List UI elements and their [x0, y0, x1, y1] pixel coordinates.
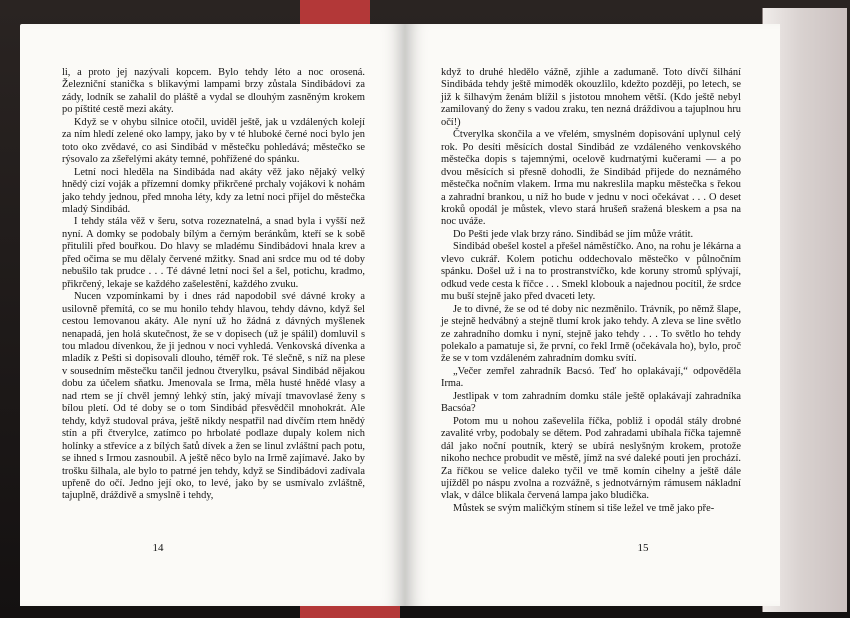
book-cover-edge-red-top [300, 0, 370, 24]
paragraph: Když se v ohybu silnice otočil, uviděl ještě, jak u vzdálených kolejí za ním hledí zelené oko lampy, jako by v té hluboké černé noci bylo jen toto oko zvědavé, co asi Sindibád v městečku pohledává; městečko se rýsovalo za zšeřelými akáty temné, pohřížené do spánku. [62, 116, 365, 166]
paragraph: Můstek se svým maličkým stínem si tiše ležel ve tmě jako pře- [453, 502, 715, 514]
right-page [405, 24, 780, 606]
paragraph: I tehdy stála věž v šeru, sotva rozeznatelná, a snad byla i vyšší než nyní. A domky se podobaly bílým a černým beránkům, kteří se k sobě přitulili před bouřkou. Do hlavy se mladému Sindibádovi hnala krev a před očima se mu dělaly červené mžitky. Snad ani srdce mu od té doby nebušilo tak prudce . . . Té dávné letní noci šel a šel, potichu, kradmo, přikrčený, lekaje se každého zašelestění, každého zvuku. [62, 216, 365, 290]
book-cover-edge-red-bottom [300, 606, 400, 618]
paragraph: Čtverylka skončila a ve vřelém, smyslném dopisování uplynul celý rok. Po desíti měsících dostal Sindibád ze vzdáleného venkovského městečka dopis s tajemnými, ocelově kudrnatými kučerami — a po dvou měsících si přesně dohodli, že Sindibád přijede do neznámého městečka nočním vlakem. Irma mu nakreslila mapku městečka s řekou a zahradní brankou, u níž ho bude v jednu v noci očekávat . . . O deset kroků opodál je můstek, vlevo stará hrušeň sražená bleskem a psa na noc uváže. [441, 129, 741, 228]
paragraph: Jestlipak v tom zahradním domku stále ještě oplakávají zahradníka Bacsóa? [441, 390, 741, 415]
page-number: 14 [152, 542, 164, 554]
paragraph: li, a proto jej nazývali kopcem. Bylo tehdy léto a noc orosená. Železniční stanička s blikavými lampami brzy zůstala Sindibádovi za zády, lodník se zahalil do pláště a vydal se dlouhým zasněným krokem po píštité cestě mezi akáty. [62, 67, 365, 116]
left-page [20, 24, 405, 606]
left-page-text [62, 67, 365, 503]
right-page-text [441, 67, 741, 515]
page-number: 15 [637, 542, 649, 554]
paragraph: Sindibád obešel kostel a přešel náměstíčko. Ano, na rohu je lékárna a vlevo cukrář. Kolem potichu oddechovalo městečko v půlnočním spánku. Došel už i na to prostranstvíčko, kde koruny stromů splývají, odkud vede cesta k říčce . . . Smekl klobouk a najednou pocítil, že srdce mu buší stejně jako před dvaceti lety. [441, 241, 741, 303]
paragraph: Nucen vzpomínkami by i dnes rád napodobil své dávné kroky a usilovně přemítá, co se mu honilo tehdy hlavou, tehdy dávno, když šel cestou lemovanou akáty. Ale nyní už ho žádná z dávných myšlenek nenapadá, jen holá skutečnost, že se v dopisech (už je spálil) domluvil s tou mladou dívenkou, že ji jednou v noci vyhledá. Venkovská dívenka a mladík z Pešti si dopisovali dlouho, téměř rok. Té slečně, s níž na plese v sousedním městečku tančil jednou čtverylku, psával Sindibád nějakou dobu za účelem sňatku. Jmenovala se Irma, měla husté hnědé vlasy a nad rtem se jí chvěl jemný lehký stín, jaký mívají tmavovlasé ženy s bílou pletí. Od té doby se o tom Sindibád přesvědčil mnohokrát. Ale tehdy, když studoval práva, ještě nikdy nespatřil nad dívčím rtem hnědý stín a při čtverylce, zatímco po hrbolaté podlaze dupaly kolem nich holínky a střevíce a z bílých šatů dívek a žen se linul zvláštní pach potu, se ihned s Irmou zasnoubil. A ještě něco bylo na Irmě zajímavé. Jako by trošku šilhala, ale bylo to patrné jen tehdy, když se Sindibádovi zadívala upřeně do očí. Jedno její oko, to levé, jako by se usmívalo zvláštně, tajuplně, dráždivě a smyslně i tehdy, [62, 291, 365, 502]
paragraph: „Večer zemřel zahradník Bacsó. Teď ho oplakávají,“ odpověděla Irma. [441, 365, 741, 390]
paragraph: když to druhé hledělo vážně, zjihle a zadumaně. Toto dívčí šilhání Sindibáda tehdy ještě mimoděk okouzlilo, kdežto později, po letech, se již k šilhavým ženám blížil s jistotou mnohem větší. (Kdo ještě nebyl zamilovaný do ženy s vadou zraku, ten nezná dráždivou a tajuplnou hru očí!) [441, 67, 741, 128]
paragraph: Do Pešti jede vlak brzy ráno. Sindibád se jím může vrátit. [453, 228, 694, 240]
paragraph: Je to divné, že se od té doby nic nezměnilo. Trávník, po němž šlape, je stejně hedvábný a stejně tlumí krok jako tehdy. A zleva se line světlo ze zahradního domku i nyní, stejně jako tehdy . . . To světlo ho tehdy polekalo a pamatuje si, že první, co řekl Irmě (očekávala ho), bylo, proč že se v tom vzdáleném zahradním domku svítí. [441, 303, 741, 365]
paragraph: Potom mu u nohou zaševelila říčka, pobliž i opodál stály drobné zavalité vrby, podobaly se dětem. Pod zahradami ubíhala říčka tajemně dál jako noční poutník, který se ubírá neslyšným krokem, protože nikoho nechce probudit ve městě, jímž na své daleké pouti jen prochází. Za říčkou se velice daleko tyčil ve tmě komín cihelny a ještě dále ujížděl po náspu zvolna a rozvážně, s jednotvárným rámusem nákladní vlak, v dálce blikala červená lampa jako bludička. [441, 415, 741, 502]
paragraph: Letní noci hleděla na Sindibáda nad akáty věž jako nějaký velký hnědý cizí voják a přízemní domky přikrčené prchaly vojákovi k nohám jako tehdy jednou, před mnoha léty, kdy za letní noci přijel do městečka mladý Sindibád. [62, 166, 365, 215]
